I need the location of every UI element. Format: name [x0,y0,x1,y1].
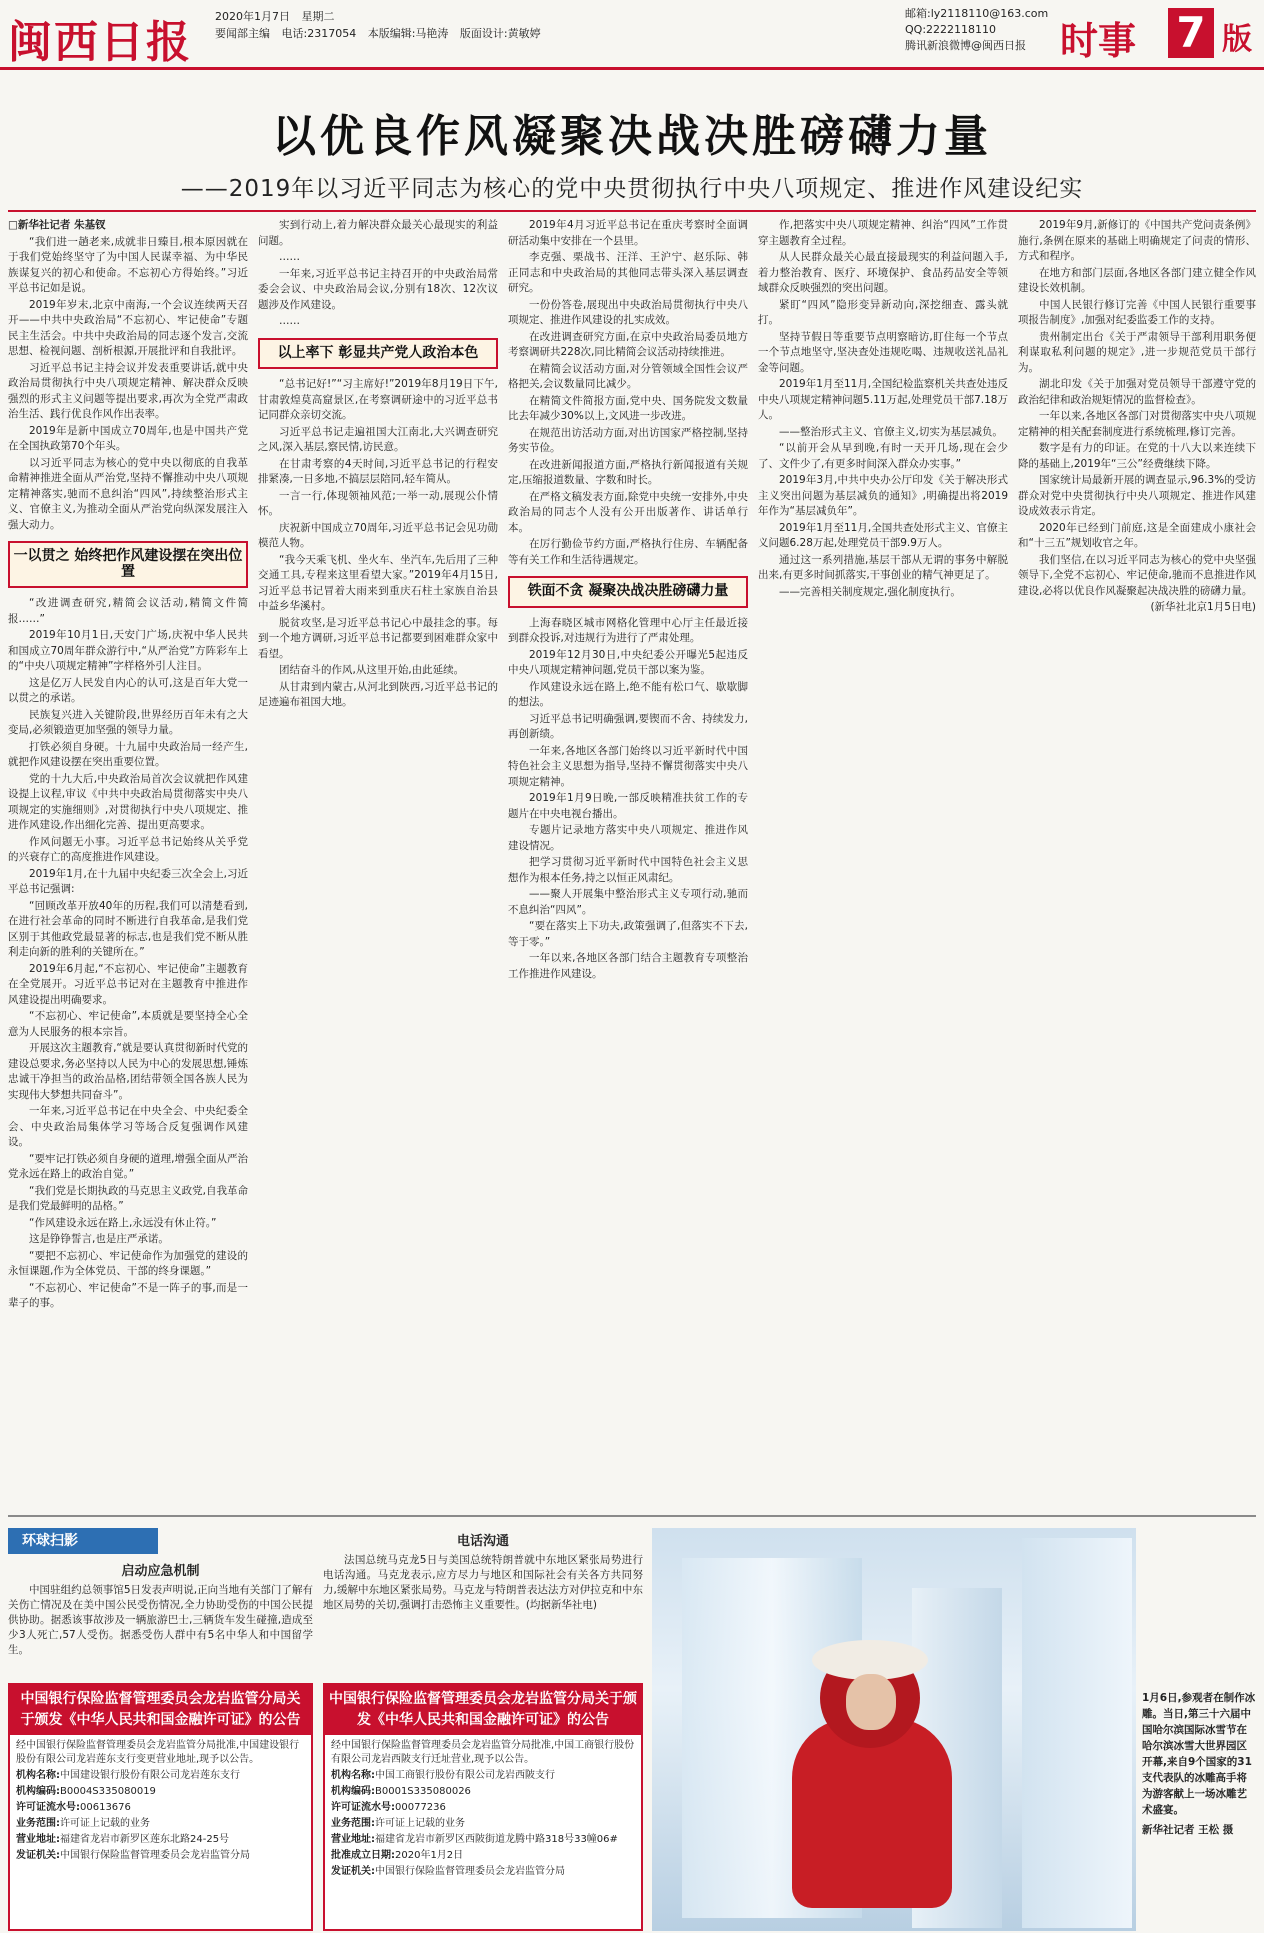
news-item-1 [8,1560,313,1678]
paragraph: 习近平总书记走遍祖国大江南北,大兴调查研究之风,深入基层,察民情,访民意。 [258,425,498,453]
paragraph: “要在落实上下功夫,政策强调了,但落实不下去,等于零。” [508,920,748,948]
notice-row: 机构名称:中国工商银行股份有限公司龙岩西陂支行 [331,1770,555,1781]
notice-row: 机构编码:B0001S335080026 [331,1786,471,1797]
paragraph: 2019年1月至11月,全国纪检监察机关共查处违反中央八项规定精神问题5.11万起,处理党员干部7.18万人。 [758,378,1008,421]
newspaper-logo: 闽西日报 [8,17,192,68]
paragraph: 把学习贯彻习近平新时代中国特色社会主义思想作为根本任务,持之以恒正风肃纪。 [508,856,748,884]
article-column-5 [1018,218,1256,1508]
paragraph: 庆祝新中国成立70周年,习近平总书记会见功勋模范人物。 [258,521,498,549]
news-photo-ice-sculpting [652,1528,1136,1931]
chief-editor: 要闻部主编 [215,27,270,40]
paragraph: 我们坚信,在以习近平同志为核心的党中央坚强领导下,全党不忘初心、牢记使命,驰而不息推进作风建设,必将以优良作风凝聚起决战决胜的磅礴力量。 [1018,553,1256,597]
contact-email[interactable]: 邮箱:ly2118110@163.com [905,7,1049,20]
paragraph: 2019年1月9日晚,一部反映精准扶贫工作的专题片在中央电视台播出。 [508,792,748,820]
paragraph: 2019年9月,新修订的《中国共产党问责条例》施行,条例在原来的基础上明确规定了问责的情形、方式和程序。 [1018,219,1256,262]
paragraph: 2019年是新中国成立70周年,也是中国共产党在全国执政第70个年头。 [8,424,248,452]
paragraph: “回顾改革开放40年的历程,我们可以清楚看到,在进行社会革命的同时不断进行自我革命,是我们党区别于其他政党最显著的标志,也是我们党不断从胜利走向新的胜利的关键所在。” [8,899,248,958]
notice-body [325,1735,641,1885]
paragraph: …… [279,315,300,327]
paragraph: “要把不忘初心、牢记使命作为加强党的建设的永恒课题,作为全体党员、干部的终身课题。” [8,1249,248,1277]
paragraph: “我今天乘飞机、坐火车、坐汽车,先后用了三种交通工具,专程来这里看望大家。”2019年4月15日,习近平总书记冒着大雨来到重庆石柱土家族自治县中益乡华溪村。 [258,553,498,612]
paragraph: 作风建设永远在路上,绝不能有松口气、歇歇脚的想法。 [508,680,748,708]
paragraph: 一言一行,体现领袖风范;一举一动,展现公仆情怀。 [258,489,498,517]
paragraph: 在改进调查研究方面,在京中央政治局委员地方考察调研共228次,同比精简会议活动持续推进。 [508,330,748,358]
paragraph: 团结奋斗的作风,从这里开始,由此延续。 [279,664,465,676]
paragraph: 在改进新闻报道方面,严格执行新闻报道有关规定,压缩报道数量、字数和时长。 [508,458,748,486]
paragraph: “我们党是长期执政的马克思主义政党,自我革命是我们党最鲜明的品格。” [8,1184,248,1212]
dateline: (新华社北京1月5日电) [1150,601,1256,613]
contact-info [905,6,1048,54]
news-title: 启动应急机制 [121,1564,200,1579]
notice-row: 批准成立日期:2020年1月2日 [331,1850,464,1861]
news-body: 中国驻组约总领事馆5日发表声明说,正向当地有关部门了解有关伤亡情况及在美中国公民受伤情况,全力协助受伤的中国公民提供协助。据悉该事故涉及一辆旅游巴士,三辆货车发生碰撞,造成至少3人死亡,57人受伤。据悉受伤人群中有5名中华人和中国留学生。 [8,1584,313,1656]
notice-row: 业务范围:许可证上记载的业务 [331,1818,465,1829]
page-designer: 版面设计:黄敏婷 [459,27,541,40]
paragraph: 习近平总书记明确强调,要锲而不舍、持续发力,再创新绩。 [508,712,748,740]
page-unit: 版 [1222,22,1252,57]
ice-block [1022,1538,1132,1928]
news-body: 法国总统马克龙5日与美国总统特朗普就中东地区紧张局势进行电话沟通。马克龙表示,应方尽力与地区和国际社会有关各方共同努力,缓解中东地区紧张局势。马克龙与特朗普表达法方对伊拉克和中东地区局势的关切,强调打击恐怖主义重要性。(均据新华社电) [323,1554,643,1611]
paragraph: 在厉行勤俭节约方面,严格执行住房、车辆配备等有关工作和生活待遇规定。 [508,538,748,566]
paragraph: 2019年12月30日,中央纪委公开曝光5起违反中央八项规定精神问题,党员干部以案为鉴。 [508,648,748,676]
paragraph: 从甘肃到内蒙古,从河北到陕西,习近平总书记的足迹遍布祖国大地。 [258,680,498,708]
paragraph: 在严格文稿发表方面,除党中央统一安排外,中央政治局的同志个人没有公开出版著作、讲话单行本。 [508,490,748,534]
notice-row: 业务范围:许可证上记载的业务 [16,1818,150,1829]
paragraph: “我们进一趟老来,成就非日臻目,根本原因就在于我们党始终坚守了为中国人民谋幸福、为中华民族谋复兴的初心和使命。不忘初心方得始终。”习近平总书记如是说。 [8,235,248,294]
paragraph: 通过这一系列措施,基层干部从无谓的事务中解脱出来,有更多时间抓落实,干事创业的精气神更足了。 [758,553,1008,581]
page-number: 7 [1168,8,1214,58]
paragraph: 民族复兴进入关键阶段,世界经历百年未有之大变局,必须锻造更加坚强的领导力量。 [8,708,248,736]
paragraph: 2019年10月1日,天安门广场,庆祝中华人民共和国成立70周年群众游行中,“从严治党”方阵彩车上的“中央八项规定精神”字样格外引人注目。 [8,629,248,672]
paragraph: 在精简会议活动方面,对分管领域全国性会议严格把关,会议数量同比减少。 [508,362,748,390]
paragraph: 一年来,习近平总书记主持召开的中央政治局常委会会议、中央政治局会议,分别有18次、12次议题涉及作风建设。 [258,267,498,311]
paragraph: “以前开会从早到晚,有时一天开几场,现在会少了、文件少了,有更多时间深入群众办实事。” [758,442,1008,470]
section-name: 时事 [1060,19,1137,63]
issue-date: 2020年1月7日 [215,10,290,23]
article-column-1 [8,218,248,1508]
paragraph: 2020年已经到门前庭,这是全面建成小康社会和“十三五”规划收官之年。 [1018,521,1256,549]
issue-meta [215,8,549,42]
paragraph: 上海春晓区城市网格化管理中心厅主任最近接到群众投诉,对违规行为进行了严肃处理。 [508,616,748,644]
paragraph: 专题片记录地方落实中央八项规定、推进作风建设情况。 [508,824,748,852]
photo-caption [1142,1690,1256,1838]
notice-title: 中国银行保险监督管理委员会龙岩监管分局关于颁发《中华人民共和国金融许可证》的公告 [325,1685,641,1735]
paragraph: ——整治形式主义、官僚主义,切实为基层减负。 [779,425,1003,438]
paragraph: ——聚人开展集中整治形式主义专项行动,驰而不息纠治“四风”。 [508,888,748,916]
notice-row: 发证机关:中国银行保险监督管理委员会龙岩监管分局 [331,1866,565,1877]
section-heading-1: 一以贯之 始终把作风建设摆在突出位置 [8,541,248,588]
paragraph: 作风问题无小事。习近平总书记始终从关乎党的兴衰存亡的高度推进作风建设。 [8,835,248,863]
editor-phone: 电话:2317054 [281,27,357,40]
paragraph: 贵州制定出台《关于严肃领导干部利用职务便利谋取私利问题的规定》,进一步规范党员干部行为。 [1018,330,1256,374]
notice-row: 营业地址:福建省龙岩市新罗区莲东北路24-25号 [16,1834,230,1845]
paragraph: 一年来,各地区各部门始终以习近平新时代中国特色社会主义思想为指导,坚持不懈贯彻落实中央八项规定精神。 [508,744,748,788]
headline-divider [8,210,1256,212]
paragraph: 这是铮铮誓言,也是庄严承诺。 [29,1233,169,1245]
photo-credit: 新华社记者 王松 摄 [1142,1824,1234,1836]
paragraph: “要牢记打铁必须自身硬的道理,增强全面从严治党永远在路上的政治自觉。” [8,1152,248,1180]
notice-row: 发证机关:中国银行保险监督管理委员会龙岩监管分局 [16,1850,250,1861]
paragraph: 李克强、栗战书、汪洋、王沪宁、赵乐际、韩正同志和中央政治局的其他同志带头深入基层调查研究。 [508,251,748,294]
notice-lead: 经中国银行保险监督管理委员会龙岩监管分局批准,中国建设银行股份有限公司龙岩莲东支行变更营业地址,现予以公告。 [16,1740,300,1765]
paragraph: 湖北印发《关于加强对党员领导干部遵守党的政治纪律和政治规矩情况的监督检查》。 [1018,378,1256,406]
paragraph: 打铁必须自身硬。十九届中央政治局一经产生,就把作风建设摆在突出重要位置。 [8,740,248,768]
paragraph: “不忘初心、牢记使命”不是一阵子的事,而是一辈子的事。 [8,1281,248,1309]
paragraph: 党的十九大后,中央政治局首次会议就把作风建设提上议程,审议《中共中央政治局贯彻落实中央八项规定的实施细则》,对贯彻执行中央八项规定、推进作风建设,作出细化完善、提出更高要求。 [8,772,248,831]
notice-row: 机构名称:中国建设银行股份有限公司龙岩莲东支行 [16,1770,240,1781]
paragraph: 中国人民银行修订完善《中国人民银行重要事项报告制度》,加强对纪委监委工作的支持。 [1018,298,1256,326]
paragraph: 国家统计局最新开展的调查显示,96.3%的受访群众对党中央贯彻执行中央八项规定、推进作风建设成效表示肯定。 [1018,474,1256,517]
paragraph: 数字是有力的印证。在党的十八大以来连续下降的基础上,2019年“三公”经费继续下降。 [1018,442,1256,470]
paragraph: 从人民群众最关心最直接最现实的利益问题入手,着力整治教育、医疗、环境保护、食品药品安全等领域群众反映强烈的突出问题。 [758,251,1008,294]
paragraph: “总书记好!”“习主席好!”2019年8月19日下午,甘肃敦煌莫高窟景区,在考察调研途中的习近平总书记同群众亲切交流。 [258,378,498,421]
notice-row: 营业地址:福建省龙岩市新罗区西陂街道龙腾中路318号33幢06# [331,1834,618,1845]
paragraph: 实到行动上,着力解决群众最关心最现实的利益问题。 [258,219,498,247]
paragraph: 2019年6月起,“不忘初心、牢记使命”主题教育在全党展开。习近平总书记对在主题教育中推进作风建设提出明确要求。 [8,962,248,1006]
notice-row: 许可证流水号:00613676 [16,1802,131,1813]
section-banner: 环球扫影 [8,1528,158,1554]
person-face [846,1674,896,1730]
paragraph: 开展这次主题教育,“就是要认真贯彻新时代党的建设总要求,务必坚持以人民为中心的发展思想,锤炼忠诚干净担当的政治品格,团结带领全国各族人民为实现伟大梦想共同奋斗”。 [8,1042,248,1101]
notice-row: 许可证流水号:00077236 [331,1802,446,1813]
paragraph: 一年以来,各地区各部门对贯彻落实中央八项规定精神的相关配套制度进行系统梳理,修订完善。 [1018,410,1256,438]
paragraph: 2019年1月至11月,全国共查处形式主义、官僚主义问题6.28万起,处理党员干部9.9万人。 [758,521,1008,549]
paragraph: 在规范出访活动方面,对出访国家严格控制,坚持务实节俭。 [508,426,748,454]
lower-divider [8,1515,1256,1517]
notice-title: 中国银行保险监督管理委员会龙岩监管分局关于颁发《中华人民共和国金融许可证》的公告 [10,1685,311,1735]
article-column-3 [508,218,748,1508]
paragraph: 2019年岁末,北京中南海,一个会议连续两天召开——中共中央政治局“不忘初心、牢记使命”专题民主生活会。中共中央政治局的同志逐个发言,交流思想、检视问题、剖析根源,开展批评和自我批评。 [8,298,248,357]
notice-1 [8,1683,313,1931]
contact-weibo: 腾讯新浪微博@闽西日报 [905,39,1026,52]
news-item-2 [323,1530,643,1678]
notice-2 [323,1683,643,1931]
notice-row: 机构编码:B0004S335080019 [16,1786,156,1797]
paragraph: 以习近平同志为核心的党中央以彻底的自我革命精神推进全面从严治党,坚持不懈推动中央八项规定精神落实,驰而不息纠治“四风”,持续整治形式主义、官僚主义,为推动全面从严治党向纵深发展注入强大动力。 [8,456,248,531]
paragraph: 紧盯“四风”隐形变异新动向,深挖细查、露头就打。 [758,298,1008,326]
news-title: 电话沟通 [456,1534,509,1549]
notice-body [10,1735,311,1869]
contact-qq: QQ:2222118110 [905,23,997,36]
article-column-4 [758,218,1008,1508]
paragraph: 在精简文件简报方面,党中央、国务院发文数量比去年减少30%以上,文风进一步改进。 [508,394,748,422]
article-column-2 [258,218,498,1508]
section-heading-2: 以上率下 彰显共产党人政治本色 [258,338,498,370]
paragraph: 2019年1月,在十九届中央纪委三次全会上,习近平总书记强调: [8,867,248,895]
paragraph: 作,把落实中央八项规定精神、纠治“四风”工作贯穿主题教育全过程。 [758,219,1008,247]
byline: □新华社记者 朱基钗 [8,219,106,231]
paragraph: 习近平总书记主持会议并发表重要讲话,就中央政治局贯彻执行中央八项规定精神、解决群众反映强烈的形式主义问题等提出要求,再次为全党严肃政治生活、践行优良作风作出表率。 [8,361,248,420]
paragraph: 一份份答卷,展现出中央政治局贯彻执行中央八项规定、推进作风建设的扎实成效。 [508,298,748,326]
paragraph: 2019年4月习近平总书记在重庆考察时全面调研活动集中安排在一个县里。 [508,219,748,247]
notice-lead: 经中国银行保险监督管理委员会龙岩监管分局批准,中国工商银行股份有限公司龙岩西陂支行迁址营业,现予以公告。 [331,1740,635,1765]
duty-editor: 本版编辑:马艳涛 [367,27,449,40]
section-heading-3: 铁面不贪 凝聚决战决胜磅礴力量 [508,576,748,608]
paragraph: 2019年3月,中共中央办公厅印发《关于解决形式主义突出问题为基层减负的通知》,明确提出将2019年作为“基层减负年”。 [758,474,1008,517]
paragraph: 这是亿万人民发自内心的认可,这是百年大党一以贯之的承诺。 [8,676,248,704]
paragraph: 一年来,习近平总书记在中央全会、中央纪委全会、中央政治局集体学习等场合反复强调作风建设。 [8,1105,248,1148]
paragraph: 脱贫攻坚,是习近平总书记心中最挂念的事。每到一个地方调研,习近平总书记都要到困难群众家中看望。 [258,616,498,660]
issue-weekday: 星期二 [301,10,335,23]
paragraph: “作风建设永远在路上,永远没有休止符。” [29,1216,217,1229]
paragraph: 在甘肃考察的4天时间,习近平总书记的行程安排紧凑,一日多地,不搞层层陪同,轻车简从。 [258,457,498,485]
paragraph: “不忘初心、牢记使命”,本质就是要坚持全心全意为人民服务的根本宗旨。 [8,1010,248,1038]
paragraph: 在地方和部门层面,各地区各部门建立健全作风建设长效机制。 [1018,266,1256,294]
paragraph: 一年以来,各地区各部门结合主题教育专项整治工作推进作风建设。 [508,952,748,980]
paragraph: …… [279,251,300,263]
caption-text: 1月6日,参观者在制作冰雕。当日,第三十六届中国哈尔滨国际冰雪节在哈尔滨冰雪大世界园区开幕,来自9个国家的31支代表队的冰雕高手将为游客献上一场冰雕艺术盛宴。 [1142,1692,1256,1816]
headline: 以优良作风凝聚决战决胜磅礴力量 [272,111,992,162]
paragraph: “改进调查研究,精简会议活动,精简文件简报……” [8,597,248,625]
masthead [0,0,1264,70]
paragraph: ——完善相关制度规定,强化制度执行。 [779,585,961,598]
subheadline: ——2019年以习近平同志为核心的党中央贯彻执行中央八项规定、推进作风建设纪实 [180,176,1084,202]
paragraph: 坚持节假日等重要节点明察暗访,盯住每一个节点一个节点地坚守,坚决查处违规吃喝、违规收送礼品礼金等问题。 [758,330,1008,374]
